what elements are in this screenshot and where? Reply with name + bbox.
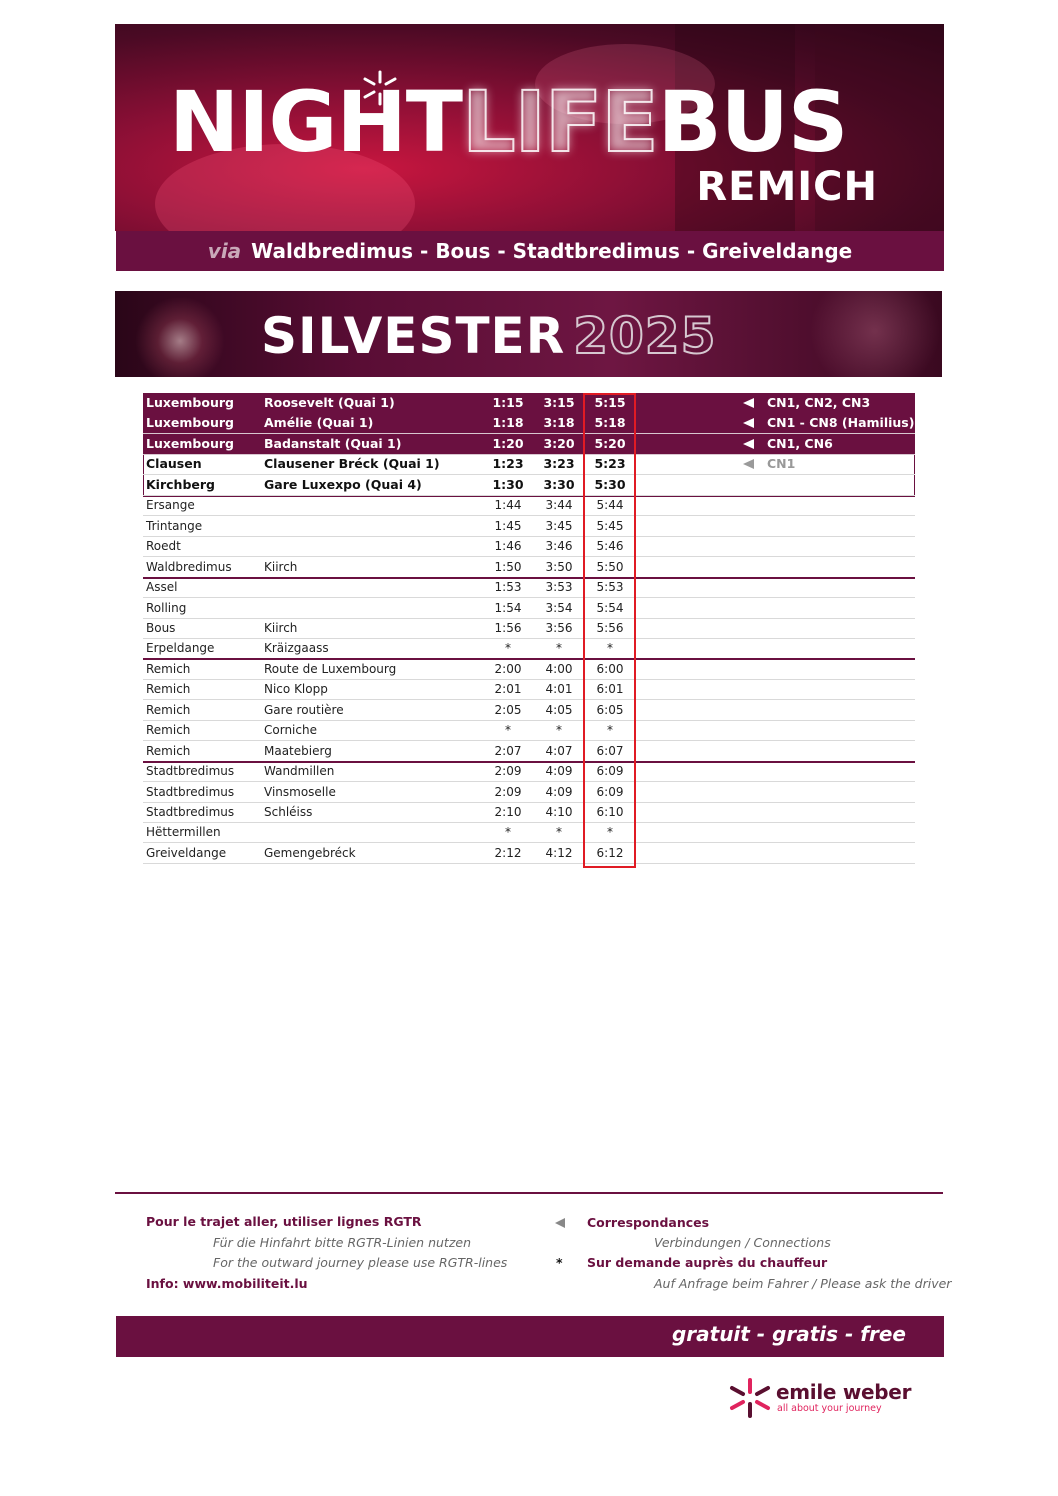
departure-time-3: 5:20 <box>594 435 626 451</box>
connections: CN1 <box>767 456 796 472</box>
table-row <box>143 536 915 556</box>
stop-name: Badanstalt (Quai 1) <box>264 435 402 451</box>
outward-note-fr: Pour le trajet aller, utiliser lignes RGTR <box>146 1214 422 1229</box>
departure-time-3: 5:45 <box>596 518 624 533</box>
departure-time-1: 2:12 <box>494 845 522 860</box>
departure-time-3: 6:05 <box>596 702 624 717</box>
departure-time-2: 4:09 <box>545 764 573 779</box>
outward-note-en: For the outward journey please use RGTR-lines <box>213 1255 508 1270</box>
stop-town: Remich <box>146 661 191 676</box>
departure-time-1: 1:54 <box>494 600 522 615</box>
departure-time-2: 4:01 <box>545 682 573 697</box>
departure-time-1: 2:09 <box>494 784 522 799</box>
table-row <box>143 802 915 822</box>
brand-title-life: LIFE <box>462 73 658 171</box>
table-row <box>143 638 915 658</box>
stop-town: Luxembourg <box>146 415 234 431</box>
departure-time-1: 1:50 <box>494 559 522 574</box>
departure-time-3: 6:09 <box>596 784 624 799</box>
table-row <box>143 598 915 618</box>
stop-town: Clausen <box>146 456 202 472</box>
departure-time-1: 2:00 <box>494 661 522 676</box>
table-row <box>143 822 915 842</box>
departure-time-3: 6:01 <box>596 682 624 697</box>
departure-time-1: * <box>505 825 511 840</box>
departure-time-1: 1:56 <box>494 620 522 635</box>
departure-time-2: 3:53 <box>545 580 573 595</box>
departure-time-1: 1:45 <box>494 518 522 533</box>
departure-time-3: 5:50 <box>596 559 624 574</box>
departure-time-2: 3:46 <box>545 539 573 554</box>
departure-time-3: * <box>607 825 613 840</box>
table-row <box>143 843 915 863</box>
firework-decoration <box>805 291 942 377</box>
brand-title-bus: BUS <box>657 73 848 171</box>
departure-time-2: 3:23 <box>543 456 575 472</box>
departure-time-2: * <box>556 641 562 656</box>
stop-name: Kräizgaass <box>264 641 329 656</box>
table-row <box>143 475 915 495</box>
table-row <box>143 720 915 740</box>
free-banner <box>116 1316 944 1357</box>
route-bar <box>116 231 944 271</box>
departure-time-1: 1:18 <box>492 415 524 431</box>
event-year: 2025 <box>573 307 717 365</box>
departure-time-3: 5:23 <box>594 456 626 472</box>
connection-arrow-icon <box>555 1218 565 1228</box>
highlighted-departure-column <box>583 393 636 868</box>
departure-time-1: 1:46 <box>494 539 522 554</box>
departure-time-1: * <box>505 641 511 656</box>
legend-connections-title: Correspondances <box>587 1215 710 1230</box>
header-banner <box>115 24 944 231</box>
brand-subtitle: REMICH <box>696 164 878 210</box>
stop-name: Maatebierg <box>264 743 332 758</box>
stop-town: Remich <box>146 682 191 697</box>
via-route: Waldbredimus - Bous - Stadtbredimus - Greiveldange <box>251 239 853 263</box>
emile-weber-logo-icon <box>726 1376 774 1420</box>
brand-title-night: NIGHT <box>169 73 463 171</box>
stop-town: Stadtbredimus <box>146 764 235 779</box>
stop-town: Stadtbredimus <box>146 784 235 799</box>
table-row <box>143 516 915 536</box>
table-row <box>143 741 915 761</box>
event-name: SILVESTER <box>261 307 566 365</box>
departure-time-3: 5:56 <box>596 620 624 635</box>
departure-time-1: 2:10 <box>494 805 522 819</box>
departure-time-3: 5:44 <box>596 498 624 513</box>
outward-note-de: Für die Hinfahrt bitte RGTR-Linien nutzen <box>213 1235 471 1250</box>
departure-time-2: 4:00 <box>545 661 573 676</box>
connection-arrow-icon <box>743 418 754 428</box>
departure-time-2: 3:44 <box>545 498 573 513</box>
departure-time-1: 1:30 <box>492 476 524 492</box>
connections: CN1 - CN8 (Hamilius) <box>767 415 915 431</box>
connections: CN1, CN2, CN3 <box>767 395 871 410</box>
departure-time-3: 5:54 <box>596 600 624 615</box>
departure-time-3: * <box>607 641 613 656</box>
departure-time-1: 1:44 <box>494 498 522 513</box>
departure-time-1: 2:05 <box>494 702 522 717</box>
departure-time-1: 1:20 <box>492 435 524 451</box>
departure-time-2: 4:05 <box>545 702 573 717</box>
brand-title <box>169 73 848 171</box>
stop-name: Kiirch <box>264 559 298 574</box>
departure-time-2: * <box>556 825 562 840</box>
table-row <box>143 659 915 679</box>
table-row <box>143 679 915 699</box>
brand-name: emile weber <box>776 1380 912 1404</box>
departure-time-3: 6:09 <box>596 764 624 779</box>
stop-town: Luxembourg <box>146 435 234 451</box>
event-banner <box>115 291 942 377</box>
legend-on-request-title: Sur demande auprès du chauffeur <box>587 1255 828 1270</box>
stop-town: Roedt <box>146 539 181 554</box>
departure-time-3: 5:30 <box>594 476 626 492</box>
table-row <box>143 761 915 781</box>
legend-star-symbol: * <box>556 1255 563 1270</box>
departure-time-3: 5:18 <box>594 415 626 431</box>
departure-time-3: 6:12 <box>596 845 624 860</box>
departure-time-1: 1:23 <box>492 456 524 472</box>
stop-name: Gare Luxexpo (Quai 4) <box>264 476 422 492</box>
table-row <box>143 618 915 638</box>
legend-connections-sub: Verbindungen / Connections <box>654 1235 831 1250</box>
free-text: gratuit - gratis - free <box>671 1322 906 1346</box>
stop-name: Wandmillen <box>264 764 335 779</box>
departure-time-2: 4:09 <box>545 784 573 799</box>
stop-town: Erpeldange <box>146 641 215 656</box>
stop-town: Rolling <box>146 600 187 615</box>
stop-name: Roosevelt (Quai 1) <box>264 395 395 410</box>
stop-name: Gare routière <box>264 702 344 717</box>
departure-time-1: 1:15 <box>492 395 524 410</box>
event-title <box>261 307 716 365</box>
departure-time-2: 3:30 <box>543 476 575 492</box>
via-label: via <box>207 239 242 263</box>
departure-time-2: 3:15 <box>543 395 575 410</box>
connection-arrow-icon <box>743 398 754 408</box>
stop-town: Stadtbredimus <box>146 805 235 819</box>
table-row <box>143 782 915 802</box>
table-row <box>143 495 915 515</box>
connection-arrow-icon <box>743 439 754 449</box>
departure-time-1: 2:07 <box>494 743 522 758</box>
info-link[interactable]: Info: www.mobiliteit.lu <box>146 1276 308 1291</box>
stop-name: Nico Klopp <box>264 682 328 697</box>
row-divider <box>143 863 915 864</box>
stop-town: Assel <box>146 580 178 595</box>
departure-time-1: 2:01 <box>494 682 522 697</box>
table-row <box>143 434 915 454</box>
footer-divider <box>115 1192 943 1194</box>
stop-town: Hëttermillen <box>146 825 221 840</box>
legend-on-request-sub: Auf Anfrage beim Fahrer / Please ask the driver <box>654 1276 952 1291</box>
stop-town: Trintange <box>146 518 203 533</box>
departure-time-2: * <box>556 723 562 738</box>
stop-town: Remich <box>146 702 191 717</box>
stop-name: Corniche <box>264 723 317 738</box>
departure-time-3: 6:07 <box>596 743 624 758</box>
departure-time-3: 5:46 <box>596 539 624 554</box>
departure-time-2: 3:18 <box>543 415 575 431</box>
connections: CN1, CN6 <box>767 435 833 451</box>
stop-town: Kirchberg <box>146 476 215 492</box>
departure-time-3: 6:00 <box>596 661 624 676</box>
stop-town: Remich <box>146 723 191 738</box>
stop-name: Gemengebréck <box>264 845 356 860</box>
table-row <box>143 577 915 597</box>
departure-time-2: 3:56 <box>545 620 573 635</box>
table-row <box>143 413 915 433</box>
departure-time-3: 5:15 <box>594 395 626 410</box>
brand-tagline: all about your journey <box>777 1403 882 1414</box>
stop-name: Vinsmoselle <box>264 784 336 799</box>
stop-name: Clausener Bréck (Quai 1) <box>264 456 440 472</box>
departure-time-2: 3:45 <box>545 518 573 533</box>
stop-town: Waldbredimus <box>146 559 232 574</box>
departure-time-2: 3:54 <box>545 600 573 615</box>
stop-name: Kiirch <box>264 620 298 635</box>
stop-name: Schléiss <box>264 805 313 819</box>
table-row <box>143 454 915 474</box>
stop-name: Route de Luxembourg <box>264 661 397 676</box>
departure-time-3: * <box>607 723 613 738</box>
stop-town: Luxembourg <box>146 395 234 410</box>
table-row <box>143 700 915 720</box>
departure-time-3: 6:10 <box>596 805 624 819</box>
firework-decoration <box>135 296 225 377</box>
departure-time-1: * <box>505 723 511 738</box>
departure-time-2: 4:07 <box>545 743 573 758</box>
stop-town: Greiveldange <box>146 845 227 860</box>
departure-time-1: 1:53 <box>494 580 522 595</box>
stop-town: Bous <box>146 620 176 635</box>
table-row <box>143 393 915 413</box>
departure-time-2: 3:20 <box>543 435 575 451</box>
departure-time-2: 4:12 <box>545 845 573 860</box>
departure-time-1: 2:09 <box>494 764 522 779</box>
connection-arrow-icon <box>743 459 754 469</box>
stop-town: Remich <box>146 743 191 758</box>
stop-town: Ersange <box>146 498 195 513</box>
table-row <box>143 557 915 577</box>
departure-time-2: 4:10 <box>545 805 573 819</box>
departure-time-3: 5:53 <box>596 580 624 595</box>
stop-name: Amélie (Quai 1) <box>264 415 374 431</box>
departure-time-2: 3:50 <box>545 559 573 574</box>
